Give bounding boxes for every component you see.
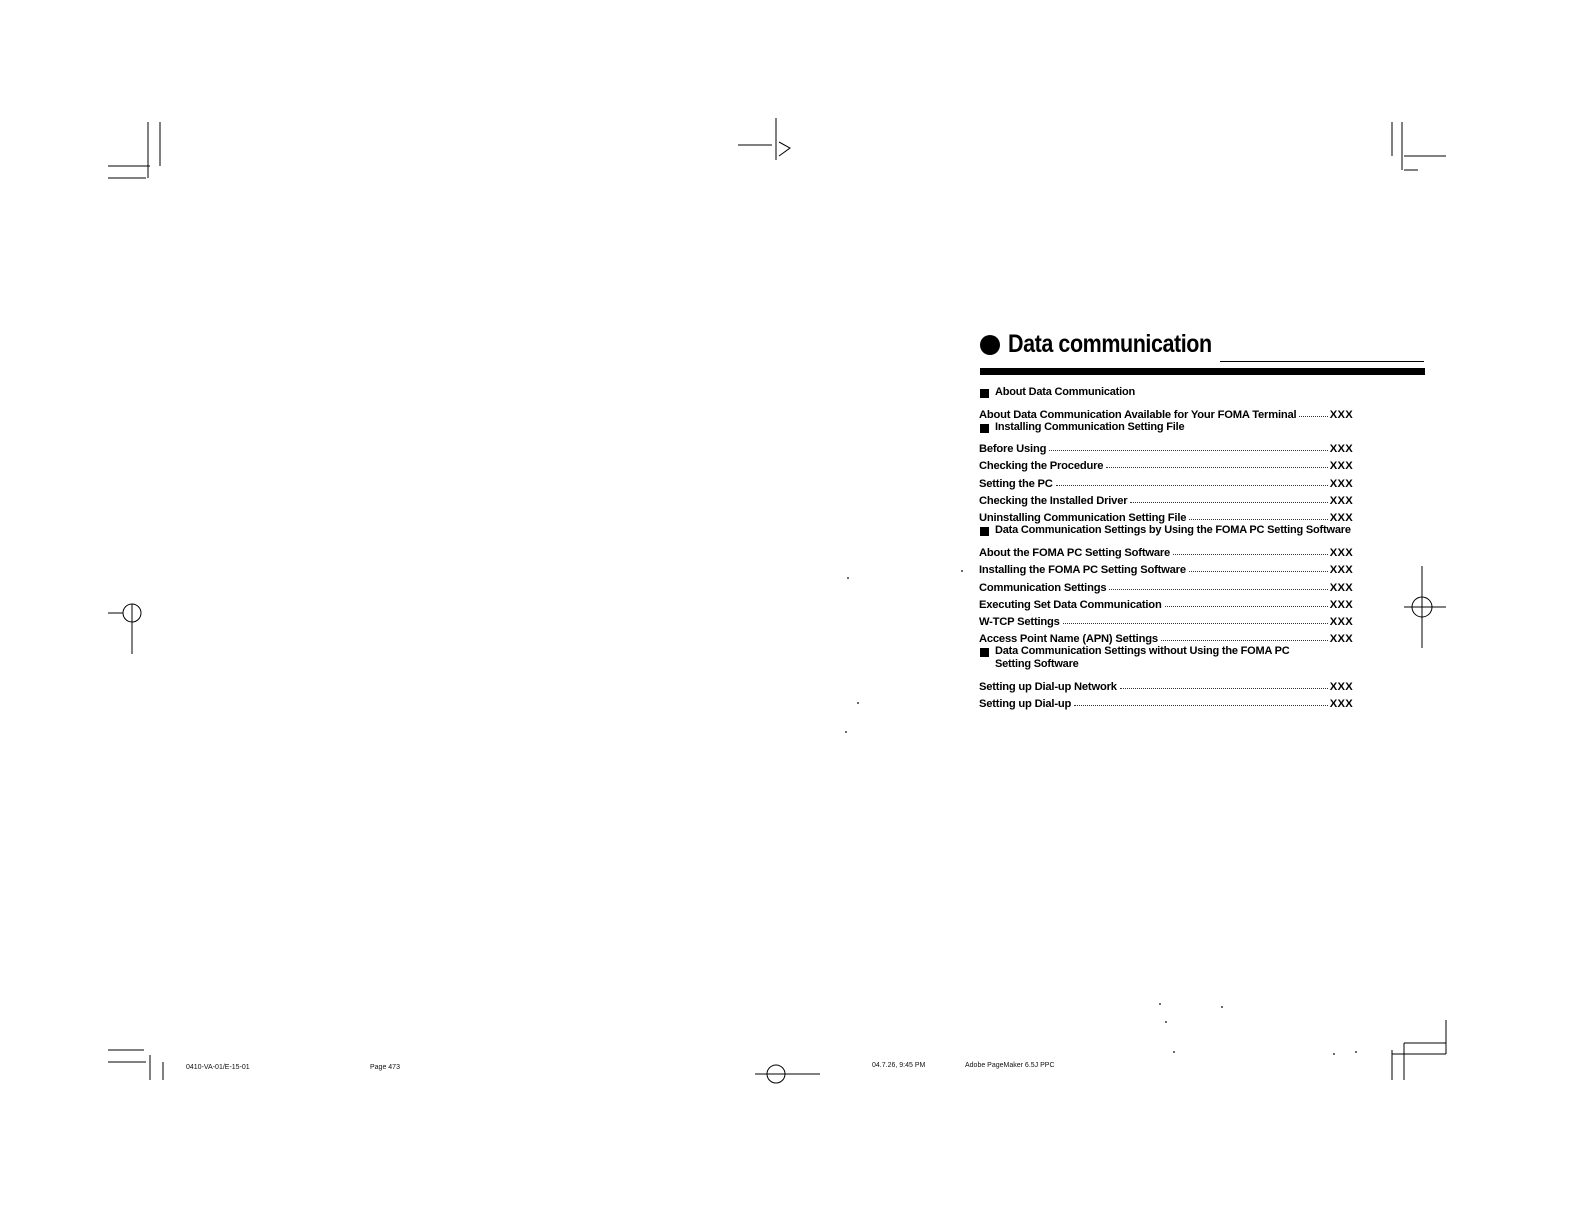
toc-entry-label: W-TCP Settings xyxy=(979,616,1060,629)
dot-leader xyxy=(1106,466,1327,468)
toc-entry-label: Setting up Dial-up Network xyxy=(979,680,1117,693)
toc-entry-page: XXX xyxy=(1329,598,1353,611)
toc-section xyxy=(979,421,1353,438)
toc-entry-label: Setting up Dial-up xyxy=(979,698,1072,711)
toc-entry-page: XXX xyxy=(1329,443,1353,456)
toc-entry[interactable] xyxy=(979,472,1353,489)
dot-leader xyxy=(1299,415,1327,417)
table-of-contents xyxy=(979,386,1353,710)
dot-leader xyxy=(1049,449,1327,451)
toc-entry[interactable] xyxy=(979,594,1353,611)
toc-entry-page: XXX xyxy=(1329,512,1353,525)
toc-entry[interactable] xyxy=(979,438,1353,455)
square-bullet-icon xyxy=(980,648,989,657)
toc-entry-page: XXX xyxy=(1329,633,1353,646)
toc-section-title: About Data Communication xyxy=(995,386,1136,398)
toc-entry-label: Before Using xyxy=(979,443,1047,456)
dot-leader xyxy=(1173,553,1328,555)
toc-section xyxy=(979,524,1353,541)
heading-rule-thick xyxy=(980,368,1425,375)
dot-leader xyxy=(1074,704,1328,706)
toc-entry-page: XXX xyxy=(1329,546,1353,559)
toc-entry[interactable] xyxy=(979,693,1353,710)
toc-entry-page: XXX xyxy=(1329,460,1353,473)
toc-entry-label: Installing the FOMA PC Setting Software xyxy=(979,564,1186,577)
dot-leader xyxy=(1109,588,1327,590)
toc-entry-page: XXX xyxy=(1329,477,1353,490)
dot-leader xyxy=(1130,501,1327,503)
square-bullet-icon xyxy=(980,424,989,433)
toc-entry[interactable] xyxy=(979,675,1353,692)
toc-entry[interactable] xyxy=(979,542,1353,559)
toc-entry-page: XXX xyxy=(1329,616,1353,629)
toc-entry-page: XXX xyxy=(1329,495,1353,508)
footer-timestamp: 04.7.26, 9:45 PM xyxy=(872,1062,926,1069)
toc-entry-page: XXX xyxy=(1329,564,1353,577)
toc-section xyxy=(979,645,1353,675)
toc-section-title: Data Communication Settings without Using the FOMA PC Setting Software xyxy=(995,645,1290,671)
toc-entry-label: Checking the Procedure xyxy=(979,460,1104,473)
toc-entry-label: About the FOMA PC Setting Software xyxy=(979,546,1171,559)
toc-entry-page: XXX xyxy=(1329,698,1353,711)
toc-entry-label: Checking the Installed Driver xyxy=(979,495,1128,508)
dot-leader xyxy=(1161,639,1328,641)
heading-rule-thin xyxy=(1220,361,1424,362)
dot-leader xyxy=(1056,484,1328,486)
toc-entry[interactable] xyxy=(979,455,1353,472)
dot-leader xyxy=(1063,622,1328,624)
square-bullet-icon xyxy=(980,389,989,398)
toc-section-title: Data Communication Settings by Using the FOMA PC Setting Software xyxy=(995,524,1351,537)
footer-page-number: Page 473 xyxy=(370,1064,400,1071)
toc-section xyxy=(979,386,1353,403)
toc-entry[interactable] xyxy=(979,576,1353,593)
footer-job-id: 0410-VA-01/E-15-01 xyxy=(186,1064,250,1071)
toc-entry[interactable] xyxy=(979,490,1353,507)
square-bullet-icon xyxy=(980,527,989,536)
toc-entry[interactable] xyxy=(979,628,1353,645)
dot-leader xyxy=(1120,687,1328,689)
toc-entry[interactable] xyxy=(979,559,1353,576)
toc-entry-label: About Data Communication Available for Your FOMA Terminal xyxy=(979,408,1297,421)
toc-entry-label: Uninstalling Communication Setting File xyxy=(979,512,1187,525)
toc-entry-label: Setting the PC xyxy=(979,477,1053,490)
dot-leader xyxy=(1189,570,1328,572)
toc-entry-label: Executing Set Data Communication xyxy=(979,598,1162,611)
toc-entry-label: Access Point Name (APN) Settings xyxy=(979,633,1158,646)
toc-entry[interactable] xyxy=(979,507,1353,524)
section-heading xyxy=(980,330,1245,359)
toc-entry-page: XXX xyxy=(1329,581,1353,594)
toc-entry[interactable] xyxy=(979,403,1353,420)
toc-entry[interactable] xyxy=(979,611,1353,628)
dot-leader xyxy=(1189,518,1327,520)
section-title: Data communication xyxy=(1008,330,1212,358)
toc-entry-label: Communication Settings xyxy=(979,581,1107,594)
footer-application: Adobe PageMaker 6.5J PPC xyxy=(965,1062,1055,1069)
toc-entry-page: XXX xyxy=(1329,680,1353,693)
dot-leader xyxy=(1165,605,1328,607)
bullet-circle-icon xyxy=(980,335,1000,355)
toc-section-title: Installing Communication Setting File xyxy=(995,420,1185,433)
toc-entry-page: XXX xyxy=(1329,408,1353,421)
